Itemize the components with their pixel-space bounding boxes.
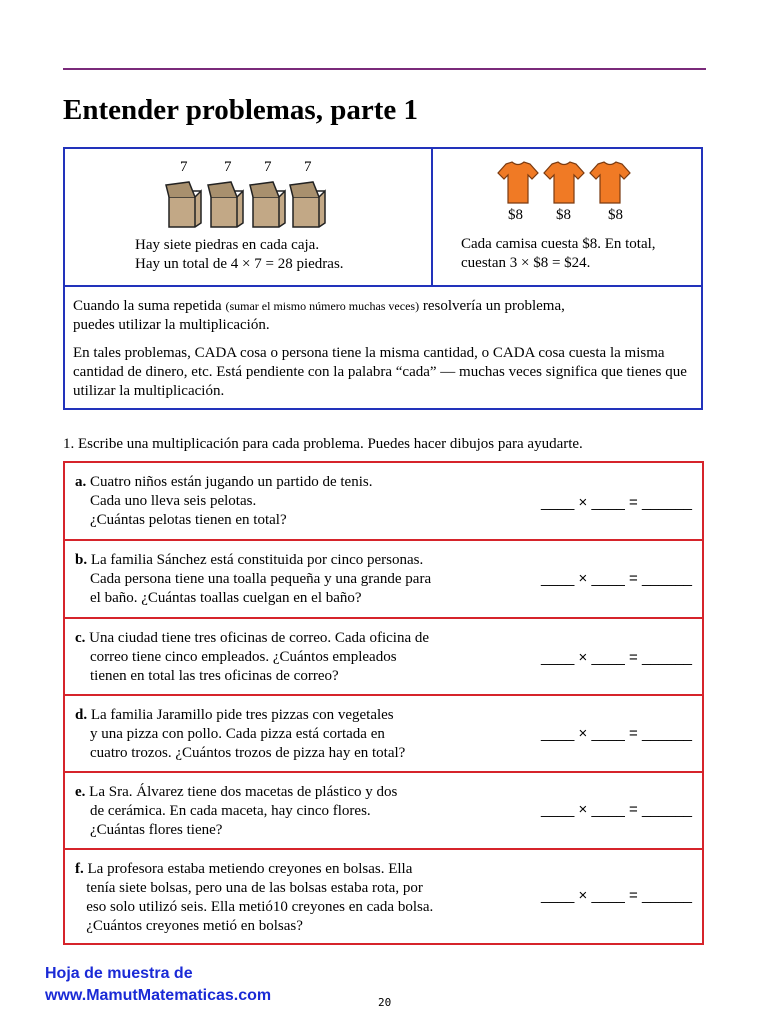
problem-f <box>65 850 702 943</box>
problem-body: La Sra. Álvarez tiene dos macetas de plástico y dos de cerámica. En cada maceta, hay cinco flores. ¿Cuántas flores tiene? <box>89 784 398 838</box>
problem-text <box>75 473 372 530</box>
problem-d <box>65 696 702 773</box>
question-prompt: 1. Escribe una multiplicación para cada problema. Puedes hacer dibujos para ayudarte. <box>63 436 583 452</box>
shirt-price: $8 <box>508 207 523 223</box>
shirts-illustration <box>494 161 634 205</box>
problem-body: Cuatro niños están jugando un partido de tenis. Cada uno lleva seis pelotas. ¿Cuántas pelotas tienen en total? <box>90 474 373 528</box>
boxes-description <box>135 236 344 274</box>
top-rule <box>63 68 706 70</box>
intro-paragraph-1 <box>73 297 698 335</box>
answer-blank[interactable]: ____ × ____ = ______ <box>541 649 692 666</box>
problem-letter: f. <box>75 861 84 877</box>
problem-letter: c. <box>75 630 86 646</box>
footer-link[interactable] <box>45 963 271 1007</box>
problem-text <box>75 860 433 936</box>
box-icon <box>250 182 285 227</box>
shirts-description <box>461 235 656 273</box>
box-icon <box>208 182 243 227</box>
problem-a <box>65 463 702 541</box>
problem-c <box>65 619 702 696</box>
problem-b <box>65 541 702 619</box>
problems-box <box>63 461 704 945</box>
problem-text <box>75 783 397 840</box>
problem-body: La familia Jaramillo pide tres pizzas con vegetales y una pizza con pollo. Cada pizza está cortada en cuatro trozos. ¿Cuántos trozos de pizza hay en total? <box>90 707 406 761</box>
intro-p1-note: (sumar el mismo número muchas veces) <box>225 299 420 313</box>
problem-letter: d. <box>75 707 88 723</box>
problem-letter: e. <box>75 784 86 800</box>
problem-e <box>65 773 702 850</box>
intro-text <box>73 297 698 410</box>
shirt-price: $8 <box>556 207 571 223</box>
box-number: 7 <box>264 159 272 175</box>
shirt-icon <box>498 162 538 203</box>
example-box <box>63 147 703 410</box>
answer-blank[interactable]: ____ × ____ = ______ <box>541 801 692 818</box>
problem-text <box>75 629 429 686</box>
problem-text <box>75 706 405 763</box>
box-number: 7 <box>180 159 188 175</box>
problem-body: La profesora estaba metiendo creyones en bolsas. Ella tenía siete bolsas, pero una de las bolsas estaba rota, por eso solo utilizó seis. Ella metió10 creyones en cada bolsa. ¿Cuántos creyones metió en bolsas? <box>86 861 434 934</box>
page-title: Entender problemas, parte 1 <box>63 94 418 126</box>
example-top-row <box>65 149 701 287</box>
problem-letter: a. <box>75 474 87 490</box>
shirt-icon <box>544 162 584 203</box>
box-number: 7 <box>224 159 232 175</box>
box-number: 7 <box>304 159 312 175</box>
boxes-illustration <box>165 179 327 229</box>
shirts-line-1: Cada camisa cuesta $8. En total, <box>461 236 656 252</box>
problem-text <box>75 551 431 608</box>
answer-blank[interactable]: ____ × ____ = ______ <box>541 570 692 587</box>
footer-link-line2[interactable]: www.MamutMatematicas.com <box>45 987 272 1004</box>
intro-p1-part1: Cuando la suma repetida <box>73 298 226 314</box>
answer-blank[interactable]: ____ × ____ = ______ <box>541 887 692 904</box>
footer-link-line1[interactable]: Hoja de muestra de <box>45 965 193 982</box>
shirts-line-2: cuestan 3 × $8 = $24. <box>461 255 591 271</box>
intro-p1-line2: puedes utilizar la multiplicación. <box>73 317 270 333</box>
intro-p1-part2: resolvería un problema, <box>419 298 565 314</box>
boxes-line-2: Hay un total de 4 × 7 = 28 piedras. <box>135 256 344 272</box>
problem-body: Una ciudad tiene tres oficinas de correo. Cada oficina de correo tiene cinco empleados. ¿Cuántos empleados tienen en total las tres oficinas de correo? <box>89 630 430 684</box>
problem-letter: b. <box>75 552 88 568</box>
problem-body: La familia Sánchez está constituida por cinco personas. Cada persona tiene una toalla pequeña y una grande para el baño. ¿Cuántas toallas cuelgan en el baño? <box>90 552 432 606</box>
boxes-line-1: Hay siete piedras en cada caja. <box>135 237 320 253</box>
answer-blank[interactable]: ____ × ____ = ______ <box>541 725 692 742</box>
column-divider <box>431 149 433 287</box>
answer-blank[interactable]: ____ × ____ = ______ <box>541 494 692 511</box>
shirt-price: $8 <box>608 207 623 223</box>
intro-paragraph-2: En tales problemas, CADA cosa o persona tiene la misma cantidad, o CADA cosa cuesta la misma cantidad de dinero, etc. Está pendiente con la palabra “cada” — muchas veces significa que tienes que utilizar la multiplicación. <box>73 345 687 399</box>
box-icon <box>166 182 201 227</box>
page-number: 20 <box>378 996 392 1009</box>
shirt-icon <box>590 162 630 203</box>
box-icon <box>290 182 325 227</box>
